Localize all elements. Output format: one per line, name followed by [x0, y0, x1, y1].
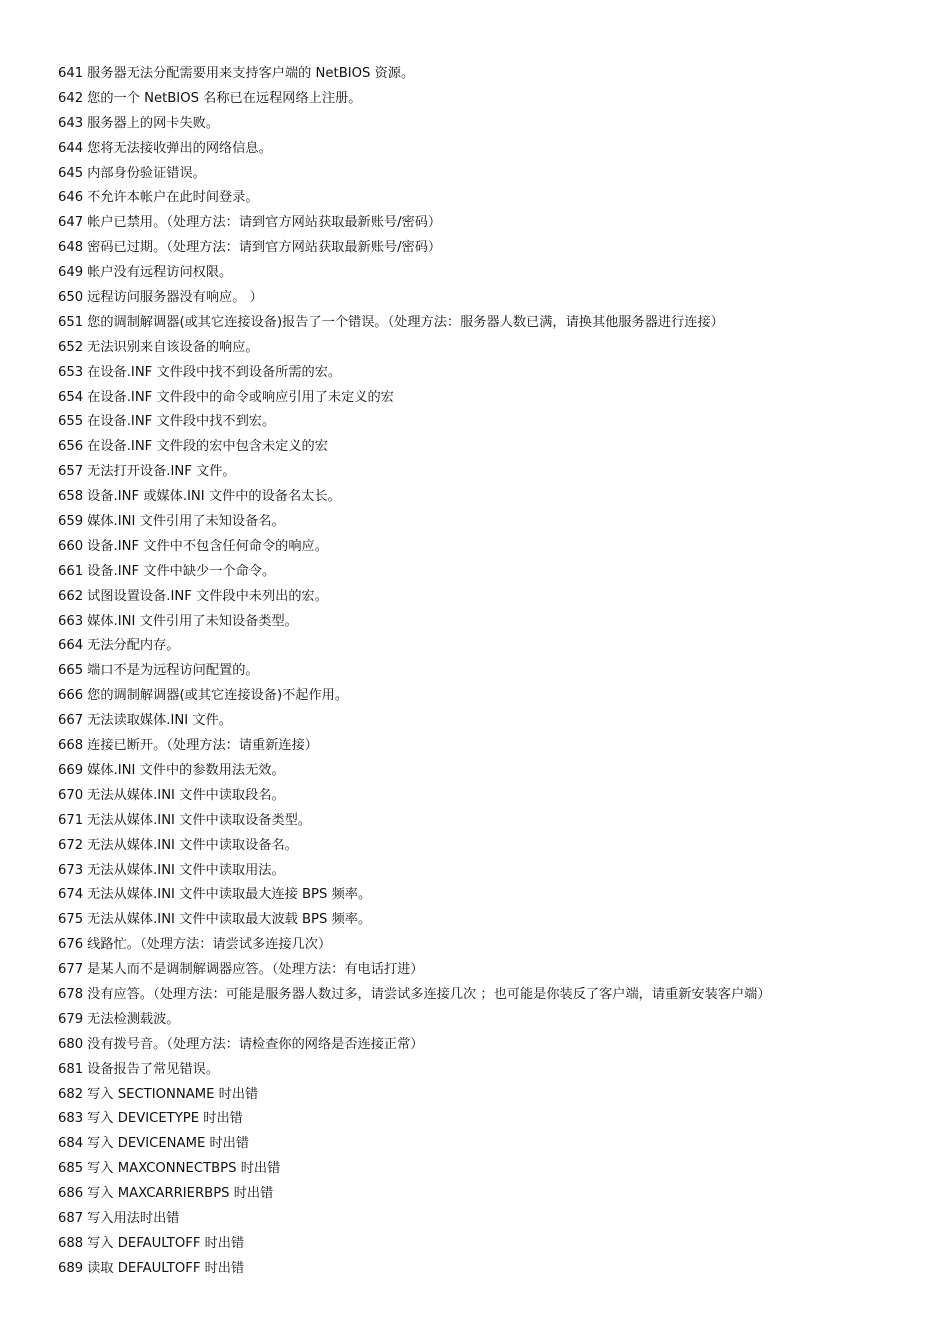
error-code: 644 — [58, 140, 84, 156]
error-code: 667 — [58, 713, 84, 729]
error-entry — [58, 684, 928, 709]
error-description: 帐户没有远程访问权限。 — [87, 265, 233, 281]
error-entry — [58, 585, 928, 610]
error-description: 媒体.INI 文件中的参数用法无效。 — [87, 762, 285, 778]
error-description: 没有应答。（处理方法：可能是服务器人数过多，请尝试多连接几次 ；也可能是你装反了客户端，请重新安装客户端） — [87, 986, 771, 1002]
error-description: 远程访问服务器没有响应。 ） — [87, 290, 263, 306]
error-description: 您的调制解调器(或其它连接设备)不起作用。 — [87, 688, 349, 704]
error-description: 写入 DEVICETYPE 时出错 — [87, 1111, 243, 1127]
error-entry — [58, 112, 928, 137]
error-code-list — [58, 62, 928, 1282]
error-code: 669 — [58, 762, 84, 778]
error-description: 您将无法接收弹出的网络信息。 — [87, 140, 272, 156]
error-code: 642 — [58, 90, 84, 106]
error-description: 无法打开设备.INF 文件。 — [87, 464, 236, 480]
error-entry — [58, 1033, 928, 1058]
error-entry — [58, 933, 928, 958]
error-entry — [58, 709, 928, 734]
error-entry — [58, 908, 928, 933]
error-code: 683 — [58, 1111, 84, 1127]
error-entry — [58, 784, 928, 809]
error-description: 无法从媒体.INI 文件中读取最大波载 BPS 频率。 — [87, 912, 372, 928]
error-description: 无法从媒体.INI 文件中读取设备类型。 — [87, 812, 312, 828]
error-entry — [58, 1107, 928, 1132]
error-entry — [58, 460, 928, 485]
error-entry — [58, 1232, 928, 1257]
error-code: 664 — [58, 638, 84, 654]
error-description: 连接已断开。（处理方法：请重新连接） — [87, 738, 318, 754]
error-code: 685 — [58, 1161, 84, 1177]
error-description: 没有拨号音。（处理方法：请检查你的网络是否连接正常） — [87, 1036, 424, 1052]
error-description: 写入 MAXCARRIERBPS 时出错 — [87, 1186, 274, 1202]
error-code: 649 — [58, 265, 84, 281]
error-description: 在设备.INF 文件段中找不到宏。 — [87, 414, 276, 430]
error-code: 672 — [58, 837, 84, 853]
error-code: 663 — [58, 613, 84, 629]
error-description: 设备.INF 或媒体.INI 文件中的设备名太长。 — [87, 489, 341, 505]
error-code: 650 — [58, 290, 84, 306]
error-entry — [58, 1132, 928, 1157]
error-description: 是某人而不是调制解调器应答。（处理方法：有电话打进） — [87, 962, 424, 978]
error-code: 646 — [58, 190, 84, 206]
error-entry — [58, 410, 928, 435]
error-description: 设备.INF 文件中不包含任何命令的响应。 — [87, 538, 328, 554]
error-code: 665 — [58, 663, 84, 679]
error-code: 668 — [58, 738, 84, 754]
error-entry — [58, 659, 928, 684]
error-description: 写入 SECTIONNAME 时出错 — [87, 1086, 259, 1102]
error-entry — [58, 510, 928, 535]
error-entry — [58, 883, 928, 908]
error-entry — [58, 610, 928, 635]
error-description: 无法检测载波。 — [87, 1011, 180, 1027]
error-code: 688 — [58, 1235, 84, 1251]
error-entry — [58, 211, 928, 236]
error-description: 服务器上的网卡失败。 — [87, 115, 220, 131]
error-code: 645 — [58, 165, 84, 181]
error-description: 内部身份验证错误。 — [87, 165, 206, 181]
error-code: 648 — [58, 240, 84, 256]
error-code: 655 — [58, 414, 84, 430]
error-description: 线路忙。（处理方法：请尝试多连接几次） — [87, 937, 332, 953]
error-code: 666 — [58, 688, 84, 704]
error-description: 在设备.INF 文件段中找不到设备所需的宏。 — [87, 364, 342, 380]
error-entry — [58, 261, 928, 286]
error-description: 无法从媒体.INI 文件中读取段名。 — [87, 787, 285, 803]
error-description: 无法从媒体.INI 文件中读取设备名。 — [87, 837, 298, 853]
error-code: 659 — [58, 514, 84, 530]
error-description: 服务器无法分配需要用来支持客户端的 NetBIOS 资源。 — [87, 66, 415, 81]
error-entry — [58, 859, 928, 884]
error-description: 无法识别来自该设备的响应。 — [87, 339, 259, 355]
error-description: 密码已过期。（处理方法：请到官方网站获取最新账号/密码） — [87, 240, 442, 256]
error-description: 媒体.INI 文件引用了未知设备类型。 — [87, 613, 298, 629]
error-entry — [58, 311, 928, 336]
error-description: 写入 MAXCONNECTBPS 时出错 — [87, 1161, 281, 1177]
error-code: 657 — [58, 464, 84, 480]
error-code: 660 — [58, 538, 84, 554]
error-code: 651 — [58, 314, 84, 330]
error-description: 无法从媒体.INI 文件中读取最大连接 BPS 频率。 — [87, 887, 372, 903]
error-description: 不允许本帐户在此时间登录。 — [87, 190, 259, 206]
error-code: 678 — [58, 986, 84, 1002]
error-entry — [58, 1157, 928, 1182]
error-code: 662 — [58, 588, 84, 604]
error-description: 无法分配内存。 — [87, 638, 180, 654]
error-code: 674 — [58, 887, 84, 903]
error-code: 681 — [58, 1061, 84, 1077]
error-entry — [58, 162, 928, 187]
error-code: 661 — [58, 563, 84, 579]
error-code: 643 — [58, 115, 84, 131]
error-description: 媒体.INI 文件引用了未知设备名。 — [87, 514, 285, 530]
error-entry — [58, 1058, 928, 1083]
error-description: 试图设置设备.INF 文件段中未列出的宏。 — [87, 588, 328, 604]
error-code: 682 — [58, 1086, 84, 1102]
error-entry — [58, 834, 928, 859]
error-entry — [58, 634, 928, 659]
error-code: 641 — [58, 66, 84, 81]
error-entry — [58, 983, 928, 1008]
error-code: 658 — [58, 489, 84, 505]
error-description: 您的调制解调器(或其它连接设备)报告了一个错误。（处理方法：服务器人数已满，请换其他服务器进行连接） — [87, 314, 724, 330]
error-code: 676 — [58, 937, 84, 953]
error-code: 670 — [58, 787, 84, 803]
error-entry — [58, 236, 928, 261]
error-entry — [58, 958, 928, 983]
error-code: 677 — [58, 962, 84, 978]
error-code: 653 — [58, 364, 84, 380]
error-entry — [58, 1257, 928, 1282]
error-entry — [58, 137, 928, 162]
error-entry — [58, 62, 928, 87]
error-code: 689 — [58, 1260, 84, 1276]
error-entry — [58, 809, 928, 834]
error-description: 在设备.INF 文件段的宏中包含未定义的宏 — [87, 439, 328, 455]
error-code: 687 — [58, 1210, 84, 1226]
error-code: 686 — [58, 1186, 84, 1202]
error-entry — [58, 87, 928, 112]
error-description: 帐户已禁用。（处理方法：请到官方网站获取最新账号/密码） — [87, 215, 442, 231]
error-description: 写入用法时出错 — [87, 1210, 180, 1226]
error-code: 680 — [58, 1036, 84, 1052]
error-entry — [58, 759, 928, 784]
error-entry — [58, 1182, 928, 1207]
error-entry — [58, 336, 928, 361]
error-description: 无法从媒体.INI 文件中读取用法。 — [87, 862, 285, 878]
error-entry — [58, 560, 928, 585]
error-code: 671 — [58, 812, 84, 828]
error-code: 684 — [58, 1136, 84, 1152]
error-code: 675 — [58, 912, 84, 928]
error-code: 656 — [58, 439, 84, 455]
error-entry — [58, 485, 928, 510]
error-entry — [58, 435, 928, 460]
error-description: 写入 DEFAULTOFF 时出错 — [87, 1235, 245, 1251]
error-description: 读取 DEFAULTOFF 时出错 — [87, 1260, 245, 1276]
error-entry — [58, 1083, 928, 1108]
error-description: 设备.INF 文件中缺少一个命令。 — [87, 563, 276, 579]
error-code: 647 — [58, 215, 84, 231]
error-description: 在设备.INF 文件段中的命令或响应引用了未定义的宏 — [87, 389, 394, 405]
error-entry — [58, 386, 928, 411]
error-description: 写入 DEVICENAME 时出错 — [87, 1136, 250, 1152]
error-description: 无法读取媒体.INI 文件。 — [87, 713, 232, 729]
error-code: 679 — [58, 1011, 84, 1027]
error-entry — [58, 361, 928, 386]
error-description: 端口不是为远程访问配置的。 — [87, 663, 259, 679]
error-entry — [58, 286, 928, 311]
error-code: 652 — [58, 339, 84, 355]
error-entry — [58, 1008, 928, 1033]
error-description: 设备报告了常见错误。 — [87, 1061, 220, 1077]
error-description: 您的一个 NetBIOS 名称已在远程网络上注册。 — [87, 90, 362, 106]
error-entry — [58, 1207, 928, 1232]
error-entry — [58, 734, 928, 759]
error-code: 654 — [58, 389, 84, 405]
error-code: 673 — [58, 862, 84, 878]
error-entry — [58, 535, 928, 560]
error-entry — [58, 186, 928, 211]
